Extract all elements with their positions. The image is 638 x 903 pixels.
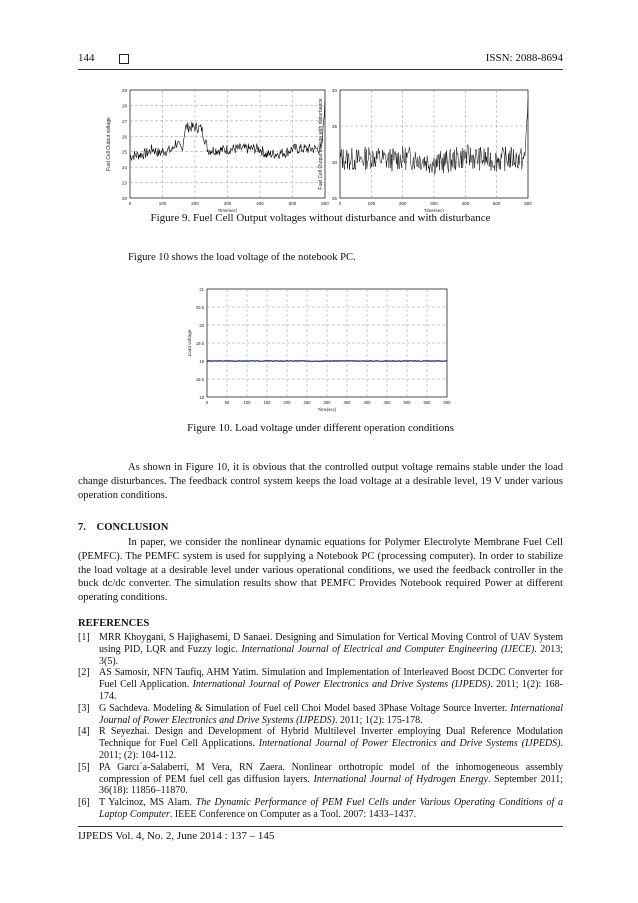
- reference-journal: International Journal of Power Electronics and Drive Systems (IJPEDS): [99, 702, 563, 726]
- x-axis-label: Time(sec): [317, 407, 337, 412]
- reference-authors: T Yalcinoz, MS Alam.: [99, 797, 196, 809]
- y-axis-label: Fuel Cell Output voltage with disturbance: [318, 98, 324, 190]
- series-line: [207, 361, 447, 362]
- x-tick-label: 100: [367, 201, 376, 206]
- x-tick-label: 300: [223, 201, 232, 206]
- reference-authors: PA Garcı´a-Salaberri, M Vera, RN Zaera. Nonlinear orthotropic model of the inhomogeneous assembly compression of PEM fuel cell gas diffusion layers.: [99, 761, 563, 785]
- references-list: [78, 632, 563, 821]
- reference-details: . 2013; 3(5).: [99, 643, 564, 667]
- y-tick-label: 19: [199, 359, 204, 364]
- y-tick-label: 27: [121, 118, 127, 124]
- reference-item: [78, 762, 563, 797]
- x-tick-label: 0: [128, 201, 132, 206]
- reference-item: [78, 667, 563, 702]
- references-heading: REFERENCES: [78, 618, 150, 629]
- reference-authors: R Seyezhai. Design and Development of Hybrid Multilevel Inverter employing Dual Reference Modulation Technique for Fuel Cell Applications.: [99, 726, 563, 750]
- reference-details: . 2011; 1(2): 168-174.: [99, 679, 563, 702]
- page-header: [78, 52, 563, 68]
- reference-number: [4]: [78, 726, 90, 738]
- reference-authors: G Sachdeva. Modeling & Simulation of Fuel cell Choi Model based 3Phase Voltage Source Inverter.: [99, 702, 511, 714]
- x-tick-label: 400: [256, 201, 264, 206]
- reference-details: . 2011; 1(2): 175-178.: [334, 714, 423, 726]
- reference-journal: International Journal of Electrical and Computer Engineering (IJECE): [241, 643, 535, 655]
- figure-10-caption: Figure 10. Load voltage under different operation conditions: [187, 422, 454, 434]
- x-tick-label: 150: [263, 400, 271, 405]
- x-tick-label: 100: [158, 201, 167, 206]
- x-tick-label: 550: [423, 400, 431, 405]
- x-tick-label: 500: [403, 400, 411, 405]
- y-axis-label: Load voltage: [187, 329, 192, 357]
- y-tick-label: 20: [199, 323, 204, 328]
- x-tick-label: 0: [338, 201, 342, 206]
- x-tick-label: 600: [443, 400, 451, 405]
- figure-9-caption: Figure 9. Fuel Cell Output voltages without disturbance and with disturbance: [150, 212, 491, 224]
- y-tick-label: 23: [121, 180, 127, 186]
- figure-10-plot: [180, 285, 470, 415]
- reference-number: [5]: [78, 761, 90, 773]
- y-tick-label: 29: [121, 88, 127, 93]
- x-tick-label: 50: [224, 400, 230, 405]
- x-tick-label: 500: [492, 201, 501, 206]
- y-tick-label: 20.5: [195, 305, 204, 310]
- reference-item: [78, 797, 563, 821]
- reference-number: [2]: [78, 667, 90, 679]
- y-tick-label: 40: [331, 88, 337, 93]
- reference-journal: International Journal of Hydrogen Energy: [313, 773, 488, 785]
- x-tick-label: 300: [430, 201, 438, 206]
- x-tick-label: 300: [323, 400, 331, 405]
- x-tick-label: 450: [383, 400, 391, 405]
- x-tick-label: 200: [191, 201, 199, 206]
- y-tick-label: 30: [331, 160, 337, 165]
- x-tick-label: 400: [461, 201, 470, 206]
- y-tick-label: 28: [121, 103, 127, 109]
- page-number: 144: [78, 52, 95, 64]
- reference-authors: AS Samosir, NFN Taufiq, AHM Yatim. Simulation and Implementation of Interleaved Boost DCDC Converter for Fuel Cell Application.: [99, 667, 563, 691]
- reference-details: . September 2011; 36(18): 11856–11870.: [99, 773, 563, 797]
- reference-authors: MRR Khoygani, S Hajighasemi, D Sanaei. Designing and Simulation for Vertical Moving Control of UAV System using PID, LQR and Fuzzy logic.: [99, 632, 563, 655]
- y-tick-label: 18: [199, 395, 204, 400]
- x-tick-label: 400: [363, 400, 371, 405]
- y-tick-label: 24: [121, 165, 127, 171]
- x-tick-label: 200: [398, 201, 407, 206]
- checkbox-square-icon: [119, 54, 129, 64]
- reference-item: [78, 632, 563, 667]
- figure-9-plots: [100, 82, 540, 212]
- conclusion-paragraph: In paper, we consider the nonlinear dynamic equations for Polymer Electrolyte Membrane Fuel Cell (PEMFC). The PEMFC system is used for supplying a Notebook PC (processing computer). In order to stabilize the load voltage at a desirable level under various operational conditions, we used the feedback controller in the buck dc/dc converter. The simulation results show that PEMFC Provides Notebook required Power at different operating conditions.: [78, 537, 563, 604]
- x-axis-label: Time(sec): [424, 208, 444, 212]
- y-tick-label: 26: [121, 134, 127, 140]
- y-tick-label: 25: [121, 149, 127, 155]
- y-axis-label: Fuel Cell Output voltage: [106, 117, 112, 171]
- x-tick-label: 200: [283, 400, 291, 405]
- figure-9-right-plot: [318, 88, 532, 212]
- y-tick-label: 19.5: [195, 341, 204, 346]
- x-tick-label: 350: [343, 400, 351, 405]
- conclusion-title: CONCLUSION: [96, 522, 169, 533]
- conclusion-heading: [78, 522, 168, 533]
- x-tick-label: 100: [243, 400, 251, 405]
- y-tick-label: 35: [331, 124, 337, 129]
- reference-journal: International Journal of Power Electronics and Drive Systems (IJPEDS): [258, 738, 561, 750]
- x-tick-label: 250: [303, 400, 311, 405]
- y-tick-label: 21: [199, 287, 204, 292]
- x-tick-label: 0: [205, 400, 209, 405]
- y-tick-label: 20: [121, 196, 127, 201]
- y-tick-label: 25: [331, 196, 337, 201]
- reference-item: [78, 726, 563, 761]
- results-paragraph: As shown in Figure 10, it is obvious that the controlled output voltage remains stable under the load change disturbances. The feedback control system keeps the load voltage at a desirable level, 19 V under various operation conditions.: [78, 462, 563, 501]
- reference-number: [1]: [78, 632, 90, 643]
- reference-journal: The Dynamic Performance of PEM Fuel Cells under Various Operating Conditions of a Laptop Computer: [99, 797, 563, 820]
- y-tick-label: 18.5: [195, 377, 204, 382]
- x-axis-label: Time(sec): [217, 208, 238, 212]
- x-tick-label: 600: [524, 201, 532, 206]
- reference-journal: International Journal of Power Electronics and Drive Systems (IJPEDS): [192, 679, 491, 691]
- figure-9-left-plot: [106, 88, 329, 212]
- reference-details: . IEEE Conference on Computer as a Tool. 2007: 1433–1437.: [169, 808, 417, 820]
- figure-10-intro: Figure 10 shows the load voltage of the notebook PC.: [128, 252, 356, 263]
- x-tick-label: 600: [321, 201, 329, 206]
- reference-details: . 2011; (2): 104-112.: [99, 738, 563, 761]
- reference-number: [6]: [78, 797, 90, 809]
- reference-item: [78, 703, 563, 727]
- x-tick-label: 500: [288, 201, 297, 206]
- conclusion-number: 7.: [78, 522, 86, 533]
- header-rule: [78, 69, 563, 70]
- footer-text: IJPEDS Vol. 4, No. 2, June 2014 : 137 – 145: [78, 830, 275, 842]
- footer-rule: [78, 826, 563, 827]
- reference-number: [3]: [78, 702, 90, 714]
- issn-label: ISSN: 2088-8694: [485, 52, 563, 64]
